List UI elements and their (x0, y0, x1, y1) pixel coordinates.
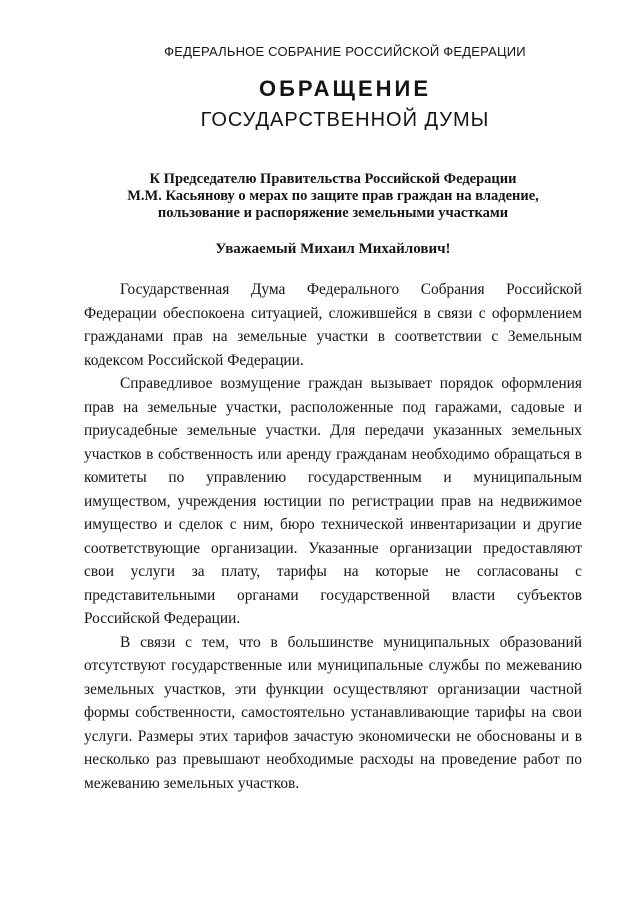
addressee-line: К Председателю Правительства Российской Федерации (149, 171, 517, 187)
organization-header: ФЕДЕРАЛЬНОЕ СОБРАНИЕ РОССИЙСКОЙ ФЕДЕРАЦИИ (164, 44, 526, 59)
greeting: Уважаемый Михаил Михайлович! (215, 241, 451, 257)
addressee-block (84, 171, 582, 222)
addressee-line: пользование и распоряжение земельными участками (157, 205, 509, 221)
document-title: ОБРАЩЕНИЕ (258, 76, 432, 101)
document-subtitle: ГОСУДАРСТВЕННОЙ ДУМЫ (200, 109, 490, 131)
body-paragraph: Государственная Дума Федерального Собрания Российской Федерации обеспокоена ситуацией, сложившейся в связи с оформлением гражданами прав на земельные участки в соответствии с Земельным кодексом Российской Федерации. (84, 281, 582, 369)
body-paragraph: Справедливое возмущение граждан вызывает порядок оформления прав на земельные участки, расположенные под гаражами, садовые и приусадебные земельные участки. Для передачи указанных земельных участков в собственность или аренду гражданам необходимо обращаться в комитеты по управлению государственным и муниципальным имуществом, учреждения юстиции по регистрации прав на недвижимое имущество и сделок с ним, бюро технической инвентаризации и другие соответствующие организации. Указанные организации предоставляют свои услуги за плату, тарифы на которые не согласованы с представительными органами государственной власти субъектов Российской Федерации. (84, 375, 582, 627)
body-paragraph: В связи с тем, что в большинстве муниципальных образований отсутствуют государственные или муниципальные службы по межеванию земельных участков, эти функции осуществляют организации частной формы собственности, самостоятельно устанавливающие тарифы на свои услуги. Размеры этих тарифов зачастую экономически не обоснованы и в несколько раз превышают необходимые расходы на проведение работ по межеванию земельных участков. (84, 633, 582, 792)
addressee-line: М.М. Касьянову о мерах по защите прав граждан на владение, (127, 188, 539, 204)
